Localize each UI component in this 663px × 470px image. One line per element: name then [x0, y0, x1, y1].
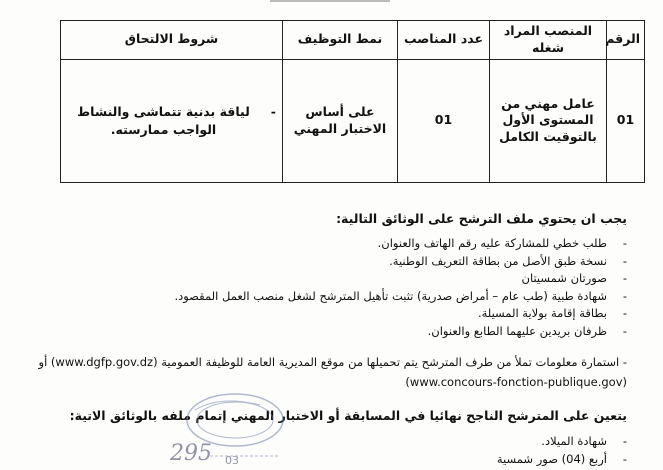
stamp-date-number: 03 — [225, 454, 239, 467]
list-item — [157, 323, 627, 341]
stamp-handwritten-number: 295 — [170, 441, 212, 466]
positions-table — [60, 20, 645, 183]
list-item — [157, 270, 627, 288]
stamp-inner-ring — [197, 402, 273, 438]
list-item-text: طلب خطي للمشاركة عليه رقم الهاتف والعنوان. — [377, 236, 607, 250]
list-dash: - — [622, 323, 627, 338]
cell-count: 01 — [398, 59, 490, 182]
cell-conditions — [61, 59, 283, 182]
list-dash: - — [622, 452, 627, 466]
list-item-text: نسخة طبق الأصل من بطاقة التعريف الوطنية. — [389, 253, 607, 268]
cell-mode — [283, 59, 398, 182]
header-conditions: شروط الالتحاق — [61, 21, 283, 60]
list-item — [157, 305, 627, 323]
form-note-line-1 — [17, 352, 627, 372]
list-dash: - — [622, 253, 627, 268]
list-item — [157, 253, 627, 271]
header-number: الرقم — [607, 21, 645, 60]
list-dash: - — [622, 271, 627, 285]
header-mode: نمط التوظيف — [283, 21, 398, 60]
form-note-dash: - — [622, 355, 627, 369]
list-item-text: شهادة طبية (طب عام – أمراض صدرية) تثبت تأهيل المترشح لشغل منصب العمل المقصود. — [174, 288, 607, 303]
official-stamp — [140, 390, 290, 470]
position-line-1: عامل مهني من — [501, 95, 595, 111]
header-position: المنصب المراد شغله — [490, 21, 607, 60]
top-edge-line — [270, 0, 390, 2]
mode-line-2: الاختبار المهني — [293, 120, 387, 136]
list-item-text: صورتان شمسيتان — [521, 271, 607, 285]
form-note-text: استمارة معلومات تملأ من طرف المترشح يتم تحميلها من موقع المديرية العامة للوظيفة العمومية (www.dgfp.gov.dz) أو — [38, 355, 620, 369]
list-item-text: بطاقة إقامة بولاية المسيلة. — [477, 306, 607, 320]
cell-position — [490, 59, 607, 182]
documents-heading: يجب ان يحتوي ملف الترشح على الوثائق التالية: — [336, 211, 627, 226]
condition-item — [65, 103, 276, 139]
mode-line-1: على أساس — [305, 104, 375, 119]
documents-list — [157, 235, 627, 340]
list-dash: - — [622, 306, 627, 320]
conditions-list — [65, 103, 278, 139]
position-line-3: بالتوقيت الكامل — [499, 129, 597, 145]
list-dash: - — [622, 288, 627, 303]
list-item-text: شهادة الميلاد. — [541, 434, 607, 448]
list-item-text: أربع (04) صور شمسية — [496, 452, 607, 466]
final-heading: يتعين على المترشح الناجح نهائيا في المسابقة أو الاختبار المهني إتمام ملفه بالوثائق الاتية: — [69, 408, 627, 423]
position-line-2: المستوى الأول — [502, 112, 594, 128]
list-dash: - — [622, 236, 627, 250]
condition-text: لياقة بدنية تتماشى والنشاط الواجب ممارسته. — [77, 103, 250, 137]
form-note — [17, 352, 627, 392]
list-item-text: ظرفان بريدين عليهما الطابع والعنوان. — [427, 323, 607, 338]
cell-number: 01 — [607, 59, 645, 182]
table-row — [61, 59, 645, 182]
list-dash: - — [622, 434, 627, 448]
list-item — [157, 235, 627, 253]
header-count: عدد المناصب — [398, 21, 490, 60]
condition-bullet: - — [270, 103, 276, 119]
form-note-line-2: (www.concours-fonction-publique.gov) — [405, 375, 627, 389]
table-header-row — [61, 21, 645, 60]
list-item — [157, 288, 627, 306]
